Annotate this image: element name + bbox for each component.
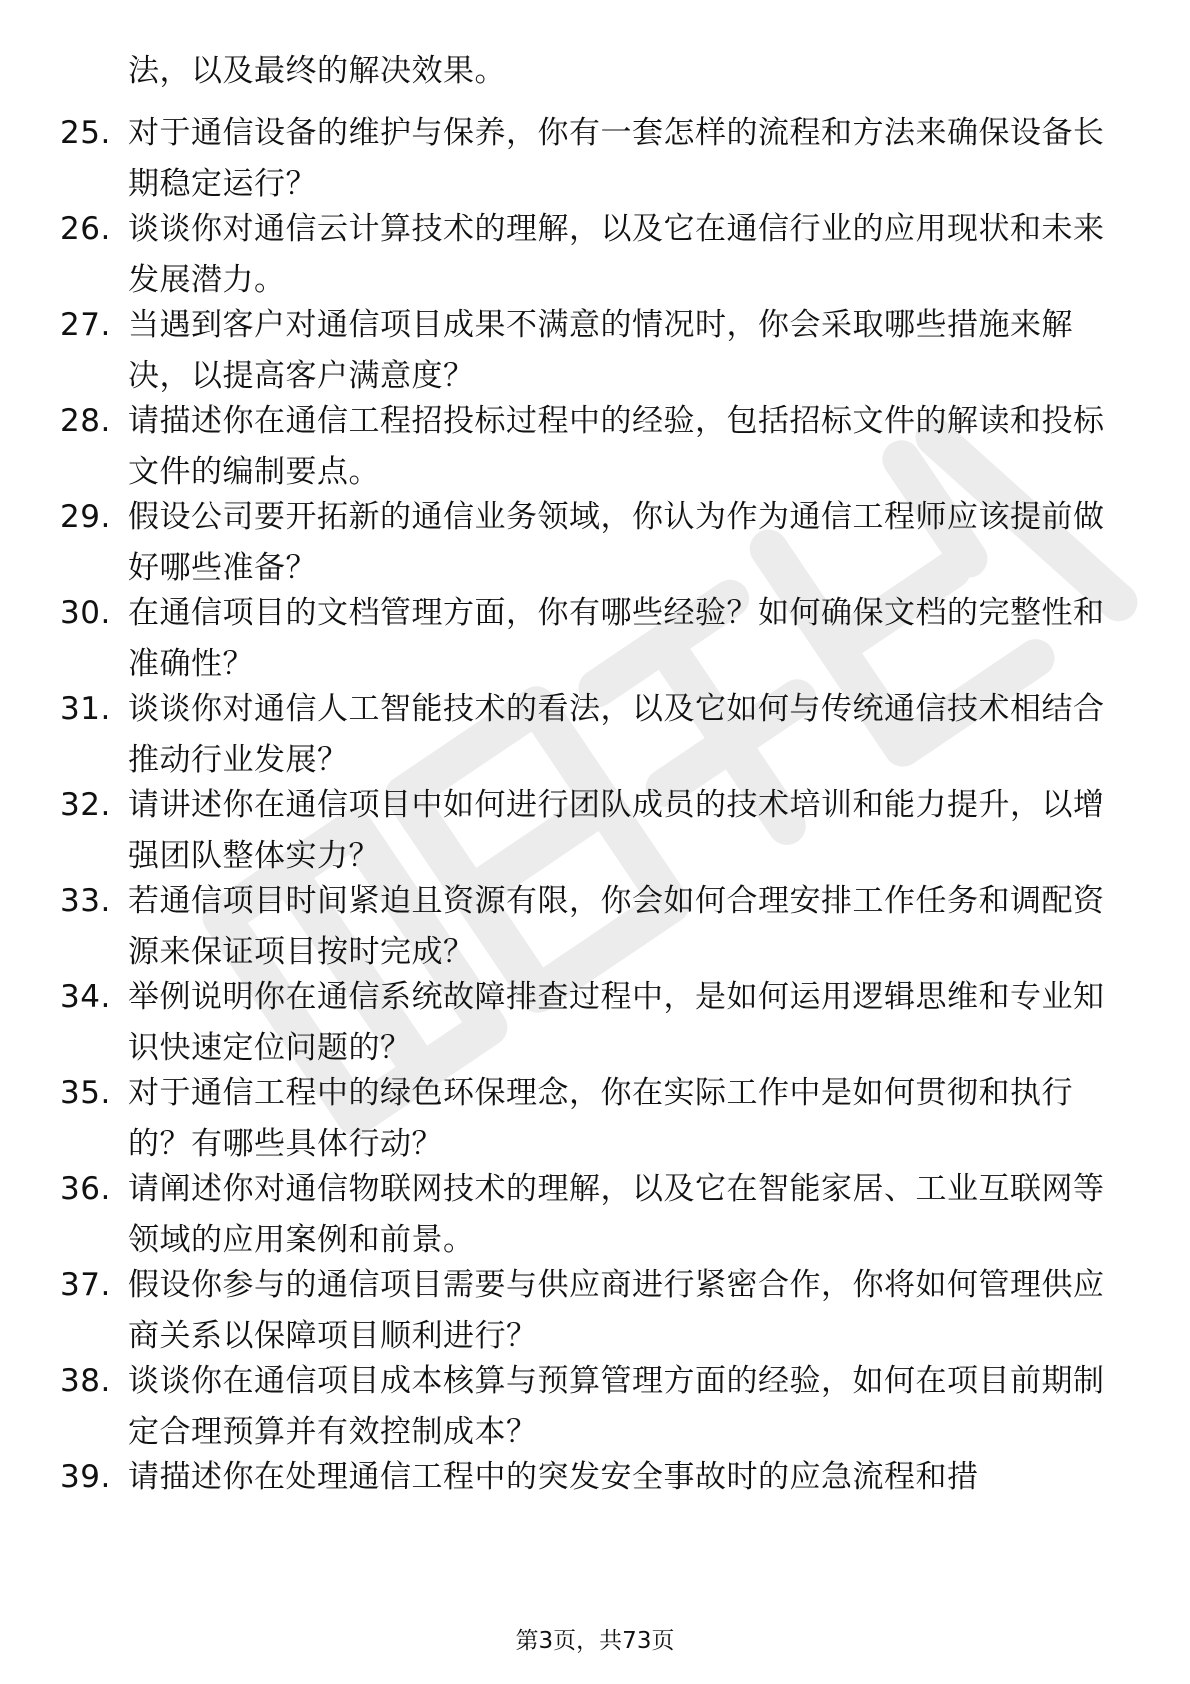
item-number: 32. [60,787,111,823]
item-number: 38. [60,1363,111,1399]
page-footer: 第3页，共73页 [515,1628,675,1654]
item-text: 请描述你在通信工程招投标过程中的经验，包括招标文件的解读和投标文件的编制要点。 [128,403,1105,490]
item-text: 谈谈你在通信项目成本核算与预算管理方面的经验，如何在项目前期制定合理预算并有效控制成本？ [128,1363,1105,1450]
item-text: 请阐述你对通信物联网技术的理解，以及它在智能家居、工业互联网等领域的应用案例和前景。 [128,1171,1105,1258]
item-text: 请讲述你在通信项目中如何进行团队成员的技术培训和能力提升，以增强团队整体实力？ [128,787,1105,874]
item-text: 举例说明你在通信系统故障排查过程中，是如何运用逻辑思维和专业知识快速定位问题的？ [128,979,1105,1066]
item-number: 33. [60,883,111,919]
item-text: 当遇到客户对通信项目成果不满意的情况时，你会采取哪些措施来解决，以提高客户满意度？ [128,307,1073,394]
item-text: 谈谈你对通信云计算技术的理解，以及它在通信行业的应用现状和未来发展潜力。 [128,211,1105,298]
item-number: 28. [60,403,111,439]
item-text: 若通信项目时间紧迫且资源有限，你会如何合理安排工作任务和调配资源来保证项目按时完成？ [128,883,1105,970]
continuation-text: 法，以及最终的解决效果。 [128,53,506,89]
item-text: 谈谈你对通信人工智能技术的看法，以及它如何与传统通信技术相结合推动行业发展？ [128,691,1105,778]
item-number: 39. [60,1459,111,1495]
item-text: 在通信项目的文档管理方面，你有哪些经验？如何确保文档的完整性和准确性？ [128,595,1105,682]
item-text: 对于通信设备的维护与保养，你有一套怎样的流程和方法来确保设备长期稳定运行？ [128,115,1105,202]
item-number: 26. [60,211,111,247]
item-text: 对于通信工程中的绿色环保理念，你在实际工作中是如何贯彻和执行的？有哪些具体行动？ [128,1075,1073,1162]
item-number: 36. [60,1171,111,1207]
item-number: 35. [60,1075,111,1111]
item-number: 29. [60,499,111,535]
item-number: 30. [60,595,111,631]
item-number: 31. [60,691,111,727]
item-number: 27. [60,307,111,343]
item-text: 假设你参与的通信项目需要与供应商进行紧密合作，你将如何管理供应商关系以保障项目顺利进行？ [128,1267,1105,1354]
item-number: 37. [60,1267,111,1303]
item-text: 请描述你在处理通信工程中的突发安全事故时的应急流程和措 [128,1459,979,1495]
item-text: 假设公司要开拓新的通信业务领域，你认为作为通信工程师应该提前做好哪些准备？ [128,499,1105,586]
item-number: 25. [60,115,111,151]
item-number: 34. [60,979,111,1015]
